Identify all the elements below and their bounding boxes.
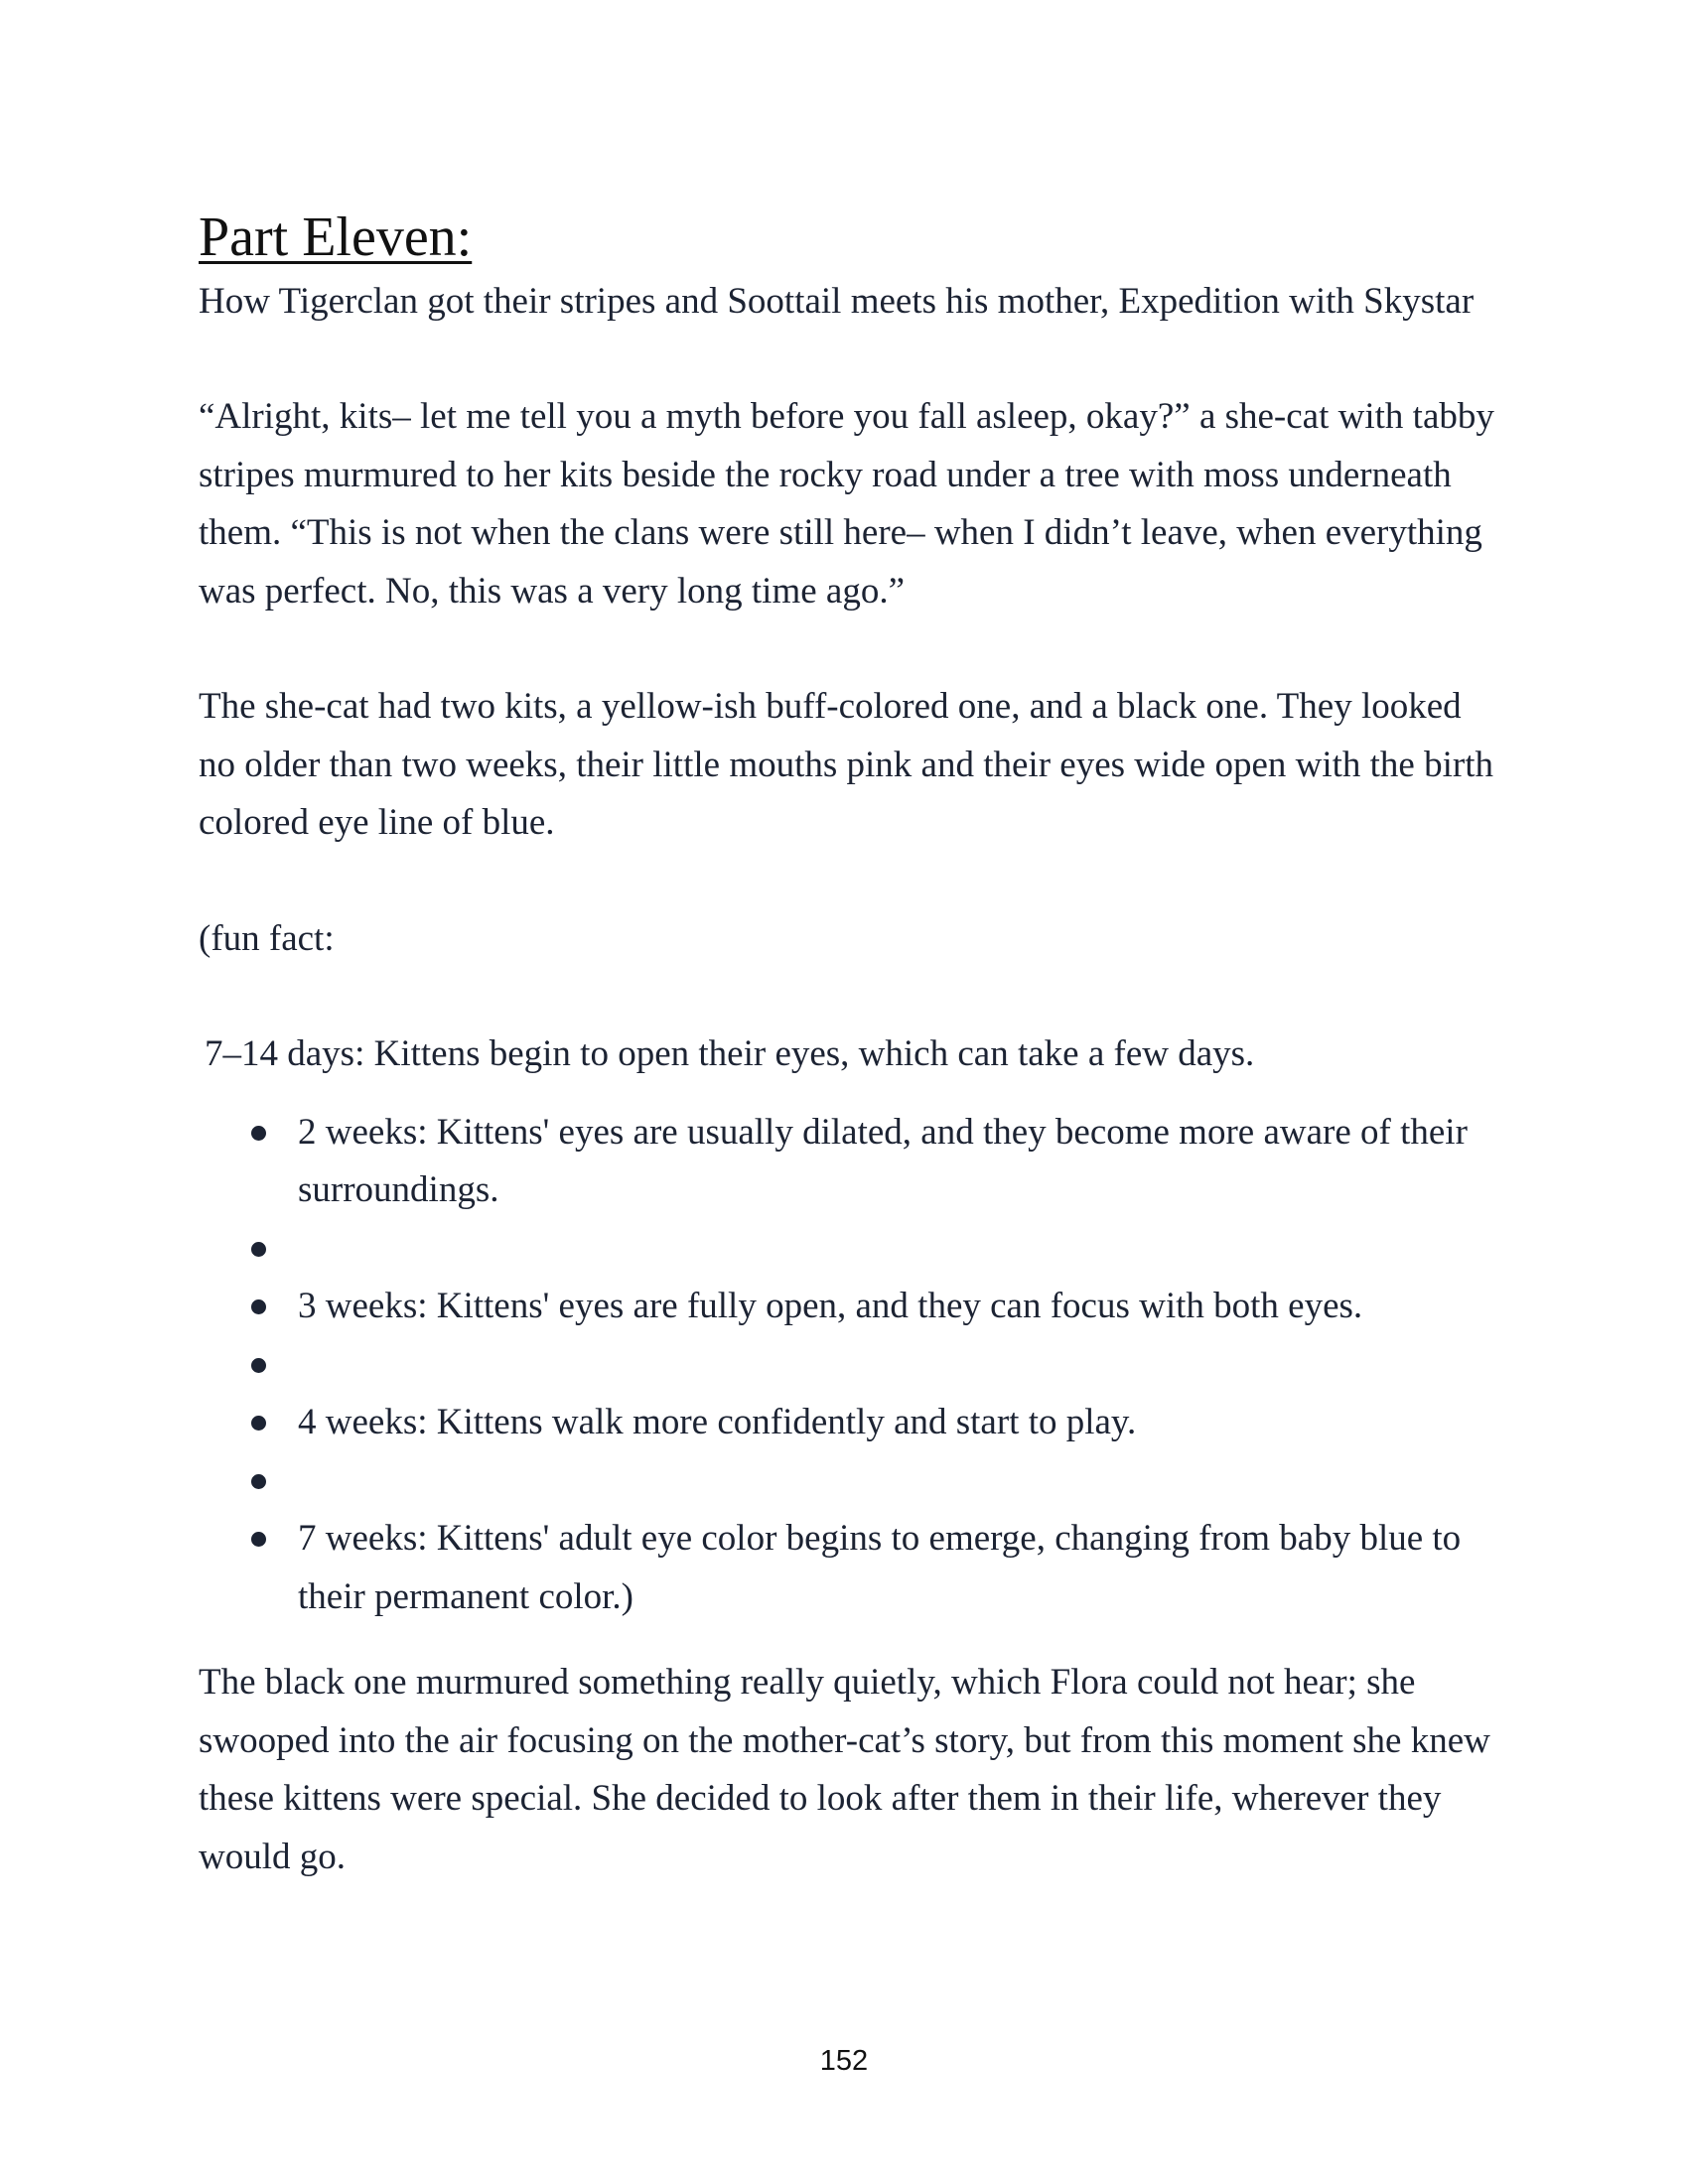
- page-number: 152: [819, 2045, 869, 2077]
- paragraph-fun-fact-intro: (fun fact:: [199, 917, 335, 959]
- bullet-icon: [251, 1416, 266, 1431]
- chapter-subtitle: How Tigerclan got their stripes and Soottail meets his mother, Expedition with Skystar: [199, 281, 1475, 322]
- chapter-title: Part Eleven:: [199, 206, 473, 268]
- list-item: [199, 1452, 1499, 1511]
- bullet-icon: [251, 1242, 266, 1257]
- paragraph-kits-description: The she-cat had two kits, a yellow-ish buff-colored one, and a black one. They looked no older than two weeks, their little mouths pink and their eyes wide open with the birth colored eye line of blue.: [199, 686, 1493, 843]
- bullet-icon: [251, 1532, 266, 1547]
- list-item: [199, 1278, 1499, 1336]
- paragraph-days-fact: 7–14 days: Kittens begin to open their eyes, which can take a few days.: [205, 1033, 1255, 1074]
- bullet-icon: [251, 1126, 266, 1141]
- list-item: [199, 1394, 1499, 1452]
- list-item-text: 3 weeks: Kittens' eyes are fully open, and they can focus with both eyes.: [298, 1286, 1363, 1326]
- kitten-development-list: [199, 1104, 1499, 1627]
- paragraph-opening-dialogue: “Alright, kits– let me tell you a myth before you fall asleep, okay?” a she-cat with tabby stripes murmured to her kits beside the rocky road under a tree with moss underneath them. “This is not when the clans were still here– when I didn’t leave, when everything was perfect. No, this was a very long time ago.”: [199, 396, 1494, 612]
- page-content: [199, 204, 1499, 1886]
- bullet-icon: [251, 1474, 266, 1489]
- list-item: [199, 1510, 1499, 1626]
- paragraph-flora: The black one murmured something really quietly, which Flora could not hear; she swooped into the air focusing on the mother-cat’s story, but from this moment she knew these kittens were special. She decided to look after them in their life, wherever they would go.: [199, 1662, 1490, 1877]
- list-item-text: 2 weeks: Kittens' eyes are usually dilated, and they become more aware of their surroundings.: [298, 1111, 1468, 1210]
- list-item: [199, 1336, 1499, 1395]
- list-item: [199, 1220, 1499, 1279]
- list-item-text: 4 weeks: Kittens walk more confidently and start to play.: [298, 1402, 1137, 1442]
- list-item: [199, 1104, 1499, 1220]
- list-item-text: 7 weeks: Kittens' adult eye color begins to emerge, changing from baby blue to their permanent color.): [298, 1518, 1462, 1617]
- bullet-icon: [251, 1358, 266, 1373]
- bullet-icon: [251, 1299, 266, 1314]
